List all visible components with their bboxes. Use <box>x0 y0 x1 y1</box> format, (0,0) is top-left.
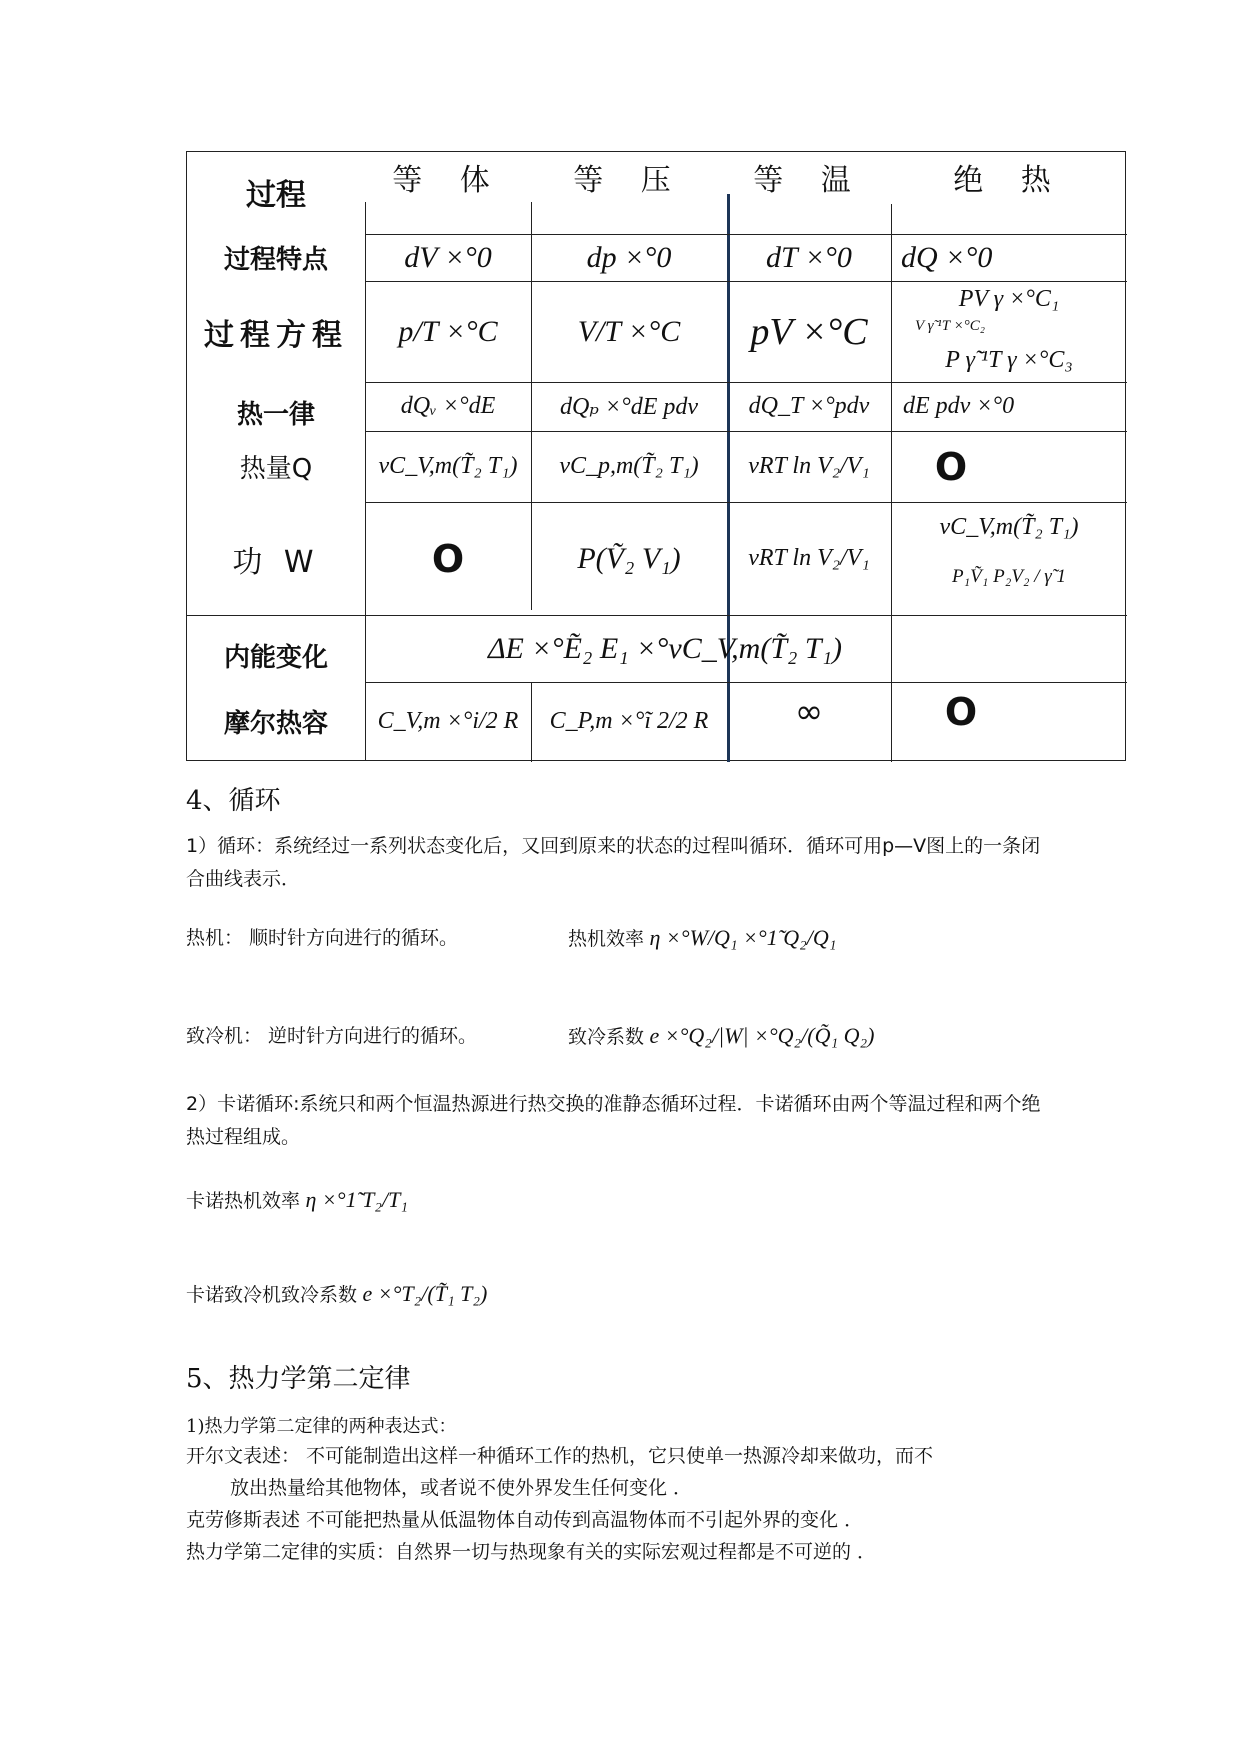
cell-equation-adiabatic-2: V γ̃ ¹T ×°C₂ <box>915 317 985 334</box>
cell-first-law-isothermal: dQ_T ×°pdv <box>748 393 870 419</box>
thermo-process-table <box>186 151 1126 761</box>
kelvin-statement: 开尔文表述： 不可能制造出这样一种循环工作的热机，它只使单一热源冷却来做功，而不 <box>186 1445 934 1467</box>
cell-equation-adiabatic-3: P γ̃ ¹T γ ×°C₃ <box>945 346 1073 373</box>
cell-work-isothermal: νRT ln V₂/V₁ <box>748 545 870 571</box>
row-label-feature: 过程特点 <box>223 245 328 275</box>
row-label-work: 功 W <box>232 544 320 580</box>
heat-engine-efficiency-formula: η ×°W/Q₁ ×°1̃ Q₂/Q₁ <box>649 925 837 950</box>
carnot-engine-efficiency-label: 卡诺热机效率 <box>186 1190 301 1212</box>
carnot-engine-efficiency-formula: η ×°1̃ T₂/T₁ <box>305 1187 408 1212</box>
cell-capacity-isobaric: C_P,m ×°ĩ 2/2 R <box>549 707 709 734</box>
cell-feature-adiabatic: dQ ×°0 <box>901 240 993 274</box>
cell-heat-isobaric: νC_p,m(T̃₂ T₁) <box>559 453 699 479</box>
section-4-paragraph-1: 1）循环：系统经过一系列状态变化后，又回到原来的状态的过程叫循环．循环可用p—V图上的一条闭合曲线表示． <box>186 835 1041 890</box>
header-process: 过程 <box>246 178 306 213</box>
refrigerator-coefficient-label: 致冷系数 <box>568 1026 645 1048</box>
cell-equation-adiabatic-1: PV γ ×°C₁ <box>958 285 1060 312</box>
header-adiabatic: 绝 热 <box>953 163 1065 198</box>
row-label-molar-capacity: 摩尔热容 <box>223 708 328 739</box>
row-label-first-law: 热一律 <box>236 399 315 430</box>
cell-first-law-isobaric: dQₚ ×°dE pdv <box>559 394 699 420</box>
cell-work-isochoric: O <box>431 536 465 581</box>
cell-feature-isothermal: dT ×°0 <box>766 240 852 274</box>
second-law-essence: 热力学第二定律的实质：自然界一切与热现象有关的实际宏观过程都是不可逆的 ． <box>186 1541 877 1563</box>
carnot-engine-efficiency <box>186 1186 408 1213</box>
kelvin-statement-continued: 放出热量给其他物体，或者说不使外界发生任何变化 ． <box>230 1477 693 1499</box>
clausius-statement: 克劳修斯表述 不可能把热量从低温物体自动传到高温物体而不引起外界的变化 ． <box>186 1509 864 1531</box>
heat-engine-efficiency <box>568 924 836 951</box>
section-4-paragraph-2: 2）卡诺循环:系统只和两个恒温热源进行热交换的准静态循环过程．卡诺循环由两个等温过程和两个绝热过程组成。 <box>186 1093 1041 1148</box>
cell-heat-isochoric: νC_V,m(T̃₂ T₁) <box>378 453 518 479</box>
cell-capacity-adiabatic: O <box>944 690 978 734</box>
cell-equation-isobaric: V/T ×°C <box>577 314 681 348</box>
row-label-internal-energy: 内能变化 <box>223 642 328 673</box>
cell-feature-isochoric: dV ×°0 <box>404 240 492 274</box>
cell-heat-isothermal: νRT ln V₂/V₁ <box>748 453 870 479</box>
heat-engine-definition: 热机： 顺时针方向进行的循环。 <box>186 927 459 949</box>
section-5-paragraph-1: 1)热力学第二定律的两种表达式： <box>186 1416 457 1437</box>
carnot-refrigerator-coefficient-formula: e ×°T₂/(T̃₁ T₂) <box>362 1281 488 1306</box>
cell-first-law-isochoric: dQᵥ ×°dE <box>400 393 496 419</box>
header-isothermal: 等 温 <box>753 163 865 198</box>
row-label-heat: 热量Q <box>239 454 313 484</box>
cell-equation-isochoric: p/T ×°C <box>398 314 498 348</box>
refrigerator-definition: 致冷机： 逆时针方向进行的循环。 <box>186 1025 478 1047</box>
cell-work-isobaric: P(Ṽ₂ V₁) <box>577 541 681 575</box>
heat-engine-efficiency-label: 热机效率 <box>568 928 645 950</box>
cell-work-adiabatic-2: P₁Ṽ₁ P₂V₂ / γ̃ 1 <box>951 566 1067 587</box>
cell-internal-energy: ΔE ×°Ẽ₂ E₁ ×°νC_V,m(T̃₂ T₁) <box>487 631 843 665</box>
cell-equation-isothermal: pV ×°C <box>750 310 868 353</box>
cell-first-law-adiabatic: dE pdv ×°0 <box>903 393 1015 419</box>
section-4-title: 4、循环 <box>186 786 281 816</box>
refrigerator-coefficient <box>568 1022 875 1049</box>
cell-work-adiabatic-1: νC_V,m(T̃₂ T₁) <box>939 513 1079 540</box>
cell-heat-adiabatic: O <box>934 444 968 489</box>
refrigerator-coefficient-formula: e ×°Q₂/|W| ×°Q₂/(Q̃₁ Q₂) <box>649 1023 875 1048</box>
carnot-refrigerator-coefficient <box>186 1280 487 1307</box>
carnot-refrigerator-coefficient-label: 卡诺致冷机致冷系数 <box>186 1284 358 1306</box>
cell-capacity-isothermal: ∞ <box>794 692 824 732</box>
header-isobaric: 等 压 <box>573 163 685 198</box>
cell-feature-isobaric: dp ×°0 <box>586 240 672 274</box>
cell-capacity-isochoric: C_V,m ×°i/2 R <box>377 707 519 734</box>
section-5-title: 5、热力学第二定律 <box>186 1364 411 1394</box>
header-isochoric: 等 体 <box>392 163 504 198</box>
row-label-equation: 过程方程 <box>204 317 348 353</box>
